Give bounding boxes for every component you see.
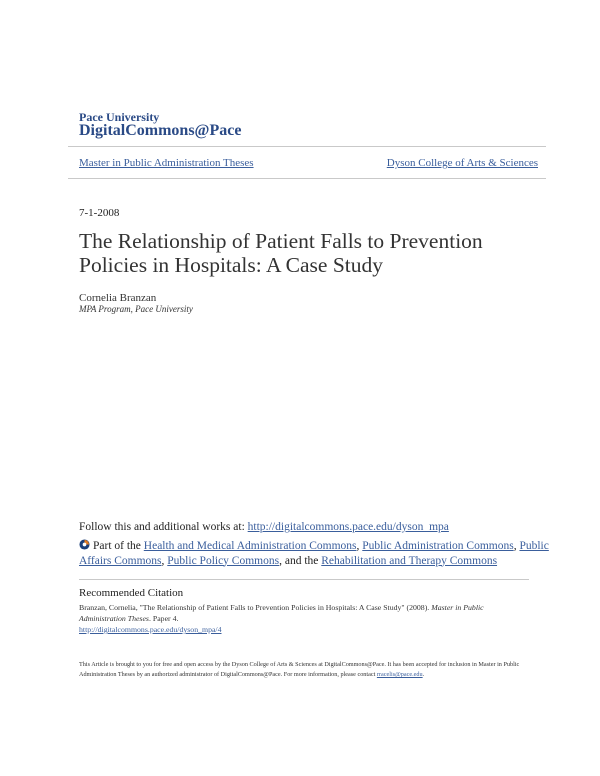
repository-name[interactable]: DigitalCommons@Pace (79, 122, 242, 139)
separator: , and the (279, 554, 322, 567)
separator: , (356, 540, 363, 552)
separator: , (513, 540, 520, 552)
follow-prefix: Follow this and additional works at: (79, 521, 248, 533)
contact-email-link[interactable]: rracelis@pace.edu (376, 671, 423, 678)
bepress-logo-icon (79, 539, 90, 550)
header-rule-top (68, 146, 546, 147)
citation-journal: Master in Public Administration Theses (79, 603, 484, 623)
citation-text: Branzan, Cornelia, "The Relationship of Patient Falls to Prevention Policies in Hospitals: A Case Study" (2008). (79, 603, 432, 612)
series-link[interactable]: Master in Public Administration Theses (79, 157, 254, 169)
commons-link-health[interactable]: Health and Medical Administration Commons (143, 540, 357, 552)
footer-notice (79, 660, 529, 680)
paper-title: The Relationship of Patient Falls to Prevention Policies in Hospitals: A Case Study (79, 229, 483, 277)
part-of-prefix: Part of the (93, 540, 144, 552)
footer-text: This Article is brought to you for free and open access by the Dyson College of Arts & Sciences at DigitalCommons@Pace. It has been accepted for inclusion in Master in Public Administration Theses by an authorized administrator of DigitalCommons@Pace. For more information, please contact (79, 661, 520, 678)
author-name: Cornelia Branzan (79, 292, 157, 304)
commons-link-public-administration[interactable]: Public Administration Commons (362, 540, 514, 552)
follow-line (79, 521, 449, 533)
header-rule-bottom (68, 178, 546, 179)
publication-date: 7-1-2008 (79, 207, 120, 219)
part-of-line (79, 539, 549, 568)
commons-link-rehabilitation[interactable]: Rehabilitation and Therapy Commons (321, 554, 498, 567)
recommended-citation-heading: Recommended Citation (79, 587, 184, 599)
footer-end: . (422, 671, 425, 678)
separator: , (161, 554, 168, 567)
citation-paper: . Paper 4. (148, 614, 179, 623)
citation-block (79, 602, 529, 635)
university-name: Pace University (79, 110, 160, 124)
commons-link-public-policy[interactable]: Public Policy Commons (167, 554, 280, 567)
follow-url-link[interactable]: http://digitalcommons.pace.edu/dyson_mpa (247, 521, 449, 533)
college-link[interactable]: Dyson College of Arts & Sciences (386, 157, 538, 169)
commons-link-public-affairs[interactable]: Public Affairs Commons (79, 540, 549, 567)
citation-rule (79, 579, 529, 580)
citation-url-link[interactable]: http://digitalcommons.pace.edu/dyson_mpa/4 (79, 625, 222, 634)
author-affiliation: MPA Program, Pace University (79, 304, 193, 314)
